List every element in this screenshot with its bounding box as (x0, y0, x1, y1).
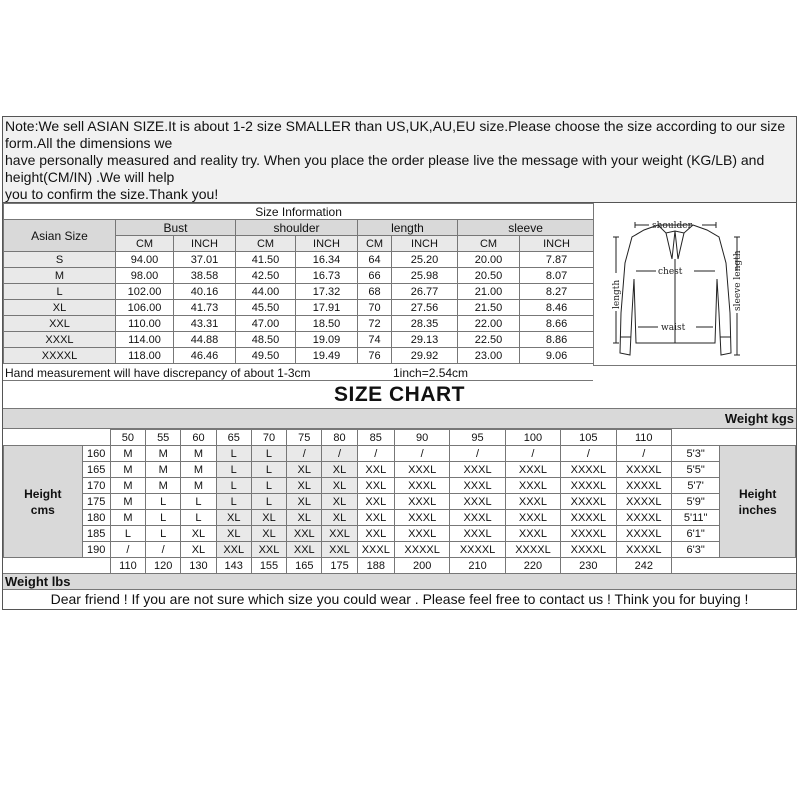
measurement-cell: 40.16 (174, 284, 236, 300)
size-recommendation-cell: M (181, 462, 216, 478)
unit-header: CM (358, 236, 392, 252)
kg-header-row (4, 430, 796, 446)
measurement-cell: 49.50 (236, 348, 296, 364)
size-recommendation-cell: XXL (357, 510, 394, 526)
size-recommendation-cell: M (110, 510, 145, 526)
size-label: S (4, 252, 116, 268)
sleeve-length-label: sleeve length (733, 250, 743, 311)
size-recommendation-cell: L (146, 526, 181, 542)
grid-corner (671, 430, 795, 446)
size-recommendation-cell: L (251, 478, 286, 494)
grid-corner (4, 558, 111, 574)
height-cm-value: 170 (82, 478, 110, 494)
lb-value: 220 (505, 558, 560, 574)
size-recommendation-cell: XXXL (394, 462, 449, 478)
size-recommendation-cell: XL (287, 478, 322, 494)
height-row (4, 494, 796, 510)
size-recommendation-cell: XL (216, 526, 251, 542)
group-header-shoulder: shoulder (236, 220, 358, 236)
measurement-cell: 72 (358, 316, 392, 332)
height-inch-value: 6'1" (671, 526, 719, 542)
size-recommendation-cell: XXXXL (616, 510, 671, 526)
size-recommendation-cell: L (110, 526, 145, 542)
discrepancy-text: Hand measurement will have discrepancy of about 1-3cm (5, 366, 311, 380)
size-recommendation-cell: L (216, 462, 251, 478)
height-cm-value: 165 (82, 462, 110, 478)
size-recommendation-cell: XXXXL (505, 542, 560, 558)
size-label: M (4, 268, 116, 284)
size-recommendation-cell: XL (287, 510, 322, 526)
size-recommendation-cell: XXL (322, 542, 357, 558)
lb-value: 110 (110, 558, 145, 574)
size-recommendation-cell: L (181, 510, 216, 526)
height-inch-value: 5'11" (671, 510, 719, 526)
size-recommendation-cell: M (146, 478, 181, 494)
size-row (4, 316, 594, 332)
measurement-cell: 21.50 (458, 300, 520, 316)
kg-value: 90 (394, 430, 449, 446)
note-line: Note:We sell ASIAN SIZE.It is about 1-2 size SMALLER than US,UK,AU,EU size.Please choose the size according to our size (5, 118, 786, 134)
weight-lbs-label: Weight lbs (3, 573, 796, 590)
size-row (4, 332, 594, 348)
size-row (4, 300, 594, 316)
size-recommendation-cell: XXL (357, 478, 394, 494)
measurement-cell: 8.66 (520, 316, 594, 332)
measurement-cell: 19.09 (296, 332, 358, 348)
size-recommendation-cell: XXXXL (616, 462, 671, 478)
lb-row (4, 558, 796, 574)
size-recommendation-cell: XXXL (394, 494, 449, 510)
measurement-cell: 110.00 (116, 316, 174, 332)
size-recommendation-cell: XL (322, 478, 357, 494)
size-recommendation-cell: XXL (322, 526, 357, 542)
unit-header: CM (116, 236, 174, 252)
measurement-cell: 74 (358, 332, 392, 348)
height-row (4, 462, 796, 478)
measurement-cell: 46.46 (174, 348, 236, 364)
lb-value: 230 (561, 558, 616, 574)
measurement-cell: 76 (358, 348, 392, 364)
kg-value: 70 (251, 430, 286, 446)
height-cms-text: Height cms (24, 486, 62, 517)
lb-value: 130 (181, 558, 216, 574)
size-information-table (3, 203, 594, 364)
size-recommendation-cell: M (181, 478, 216, 494)
size-recommendation-cell: / (561, 446, 616, 462)
height-row (4, 446, 796, 462)
size-recommendation-cell: XXXL (394, 478, 449, 494)
height-weight-grid (3, 429, 796, 574)
hand-measurement-note (3, 366, 593, 381)
weight-kgs-label: Weight kgs (3, 409, 796, 429)
size-recommendation-cell: XXXXL (561, 462, 616, 478)
size-recommendation-cell: / (322, 446, 357, 462)
measurement-cell: 44.00 (236, 284, 296, 300)
size-recommendation-cell: XL (181, 526, 216, 542)
measurement-cell: 28.35 (392, 316, 458, 332)
size-chart-title: SIZE CHART (3, 381, 796, 409)
measurement-cell: 43.31 (174, 316, 236, 332)
size-recommendation-cell: XXXL (505, 526, 560, 542)
height-cm-value: 175 (82, 494, 110, 510)
kg-value: 80 (322, 430, 357, 446)
size-recommendation-cell: XXL (357, 462, 394, 478)
kg-value: 50 (110, 430, 145, 446)
measurement-cell: 7.87 (520, 252, 594, 268)
size-chart-sheet (2, 116, 797, 610)
size-recommendation-cell: XXXL (505, 462, 560, 478)
height-inch-value: 5'9" (671, 494, 719, 510)
height-cm-value: 160 (82, 446, 110, 462)
size-recommendation-cell: XXXXL (616, 526, 671, 542)
height-row (4, 542, 796, 558)
size-recommendation-cell: XXXL (505, 478, 560, 494)
size-recommendation-cell: XXXXL (450, 542, 505, 558)
size-recommendation-cell: XXXL (357, 542, 394, 558)
unit-header: INCH (296, 236, 358, 252)
measurement-cell: 23.00 (458, 348, 520, 364)
measurement-cell: 16.34 (296, 252, 358, 268)
note-line: have personally measured and reality try. When you place the order please live the message with your weight (KG/LB) and (5, 152, 765, 168)
measurement-cell: 29.92 (392, 348, 458, 364)
size-row (4, 268, 594, 284)
measurement-cell: 20.00 (458, 252, 520, 268)
chest-label: chest (658, 267, 683, 277)
kg-value: 105 (561, 430, 616, 446)
lb-value: 165 (287, 558, 322, 574)
size-recommendation-cell: XXXL (450, 478, 505, 494)
height-inch-value: 5'3" (671, 446, 719, 462)
size-recommendation-cell: L (146, 494, 181, 510)
size-recommendation-cell: XL (322, 510, 357, 526)
measurement-cell: 45.50 (236, 300, 296, 316)
size-recommendation-cell: XXL (357, 494, 394, 510)
size-recommendation-cell: L (216, 446, 251, 462)
size-label: XXL (4, 316, 116, 332)
height-inch-value: 5'5" (671, 462, 719, 478)
size-recommendation-cell: L (251, 446, 286, 462)
length-label: length (612, 279, 622, 309)
size-recommendation-cell: M (181, 446, 216, 462)
measurement-cell: 118.00 (116, 348, 174, 364)
measurement-cell: 47.00 (236, 316, 296, 332)
group-header-sleeve: sleeve (458, 220, 594, 236)
measurement-cell: 16.73 (296, 268, 358, 284)
unit-header: CM (236, 236, 296, 252)
measurement-cell: 25.98 (392, 268, 458, 284)
size-recommendation-cell: XL (181, 542, 216, 558)
lb-value: 210 (450, 558, 505, 574)
size-recommendation-cell: XXXL (450, 494, 505, 510)
measurement-cell: 102.00 (116, 284, 174, 300)
note-line: form.All the dimensions we (5, 135, 173, 151)
shirt-icon (594, 203, 797, 366)
measurement-cell: 94.00 (116, 252, 174, 268)
measurement-cell: 42.50 (236, 268, 296, 284)
size-recommendation-cell: XXXXL (561, 478, 616, 494)
shirt-diagram (593, 203, 796, 366)
size-recommendation-cell: L (216, 494, 251, 510)
note-block (3, 117, 796, 203)
height-row (4, 478, 796, 494)
size-recommendation-cell: / (394, 446, 449, 462)
height-inches-text: Height inches (738, 486, 777, 517)
measurement-cell: 41.73 (174, 300, 236, 316)
size-recommendation-cell: / (287, 446, 322, 462)
measurement-cell: 48.50 (236, 332, 296, 348)
height-cm-value: 190 (82, 542, 110, 558)
size-recommendation-cell: XL (322, 462, 357, 478)
size-recommendation-cell: XXXXL (616, 478, 671, 494)
measurement-cell: 29.13 (392, 332, 458, 348)
note-line: height(CM/IN) .We will help (5, 169, 175, 185)
size-recommendation-cell: XXXXL (394, 542, 449, 558)
kg-value: 65 (216, 430, 251, 446)
size-recommendation-cell: XXXXL (616, 542, 671, 558)
measurement-cell: 38.58 (174, 268, 236, 284)
size-recommendation-cell: / (110, 542, 145, 558)
measurement-cell: 98.00 (116, 268, 174, 284)
size-recommendation-cell: XXXL (505, 510, 560, 526)
size-recommendation-cell: XXL (287, 542, 322, 558)
measurement-cell: 18.50 (296, 316, 358, 332)
measurement-cell: 66 (358, 268, 392, 284)
measurement-cell: 114.00 (116, 332, 174, 348)
measurement-cell: 25.20 (392, 252, 458, 268)
size-recommendation-cell: XL (251, 510, 286, 526)
size-label: XL (4, 300, 116, 316)
size-recommendation-cell: XXXL (450, 510, 505, 526)
measurement-cell: 70 (358, 300, 392, 316)
measurement-cell: 17.91 (296, 300, 358, 316)
height-cm-value: 185 (82, 526, 110, 542)
size-info-title: Size Information (4, 204, 594, 220)
shoulder-label: shoulder (652, 221, 692, 231)
measurement-cell: 8.27 (520, 284, 594, 300)
grid-corner (671, 558, 795, 574)
measurement-cell: 37.01 (174, 252, 236, 268)
size-recommendation-cell: XL (322, 494, 357, 510)
measurement-cell: 22.50 (458, 332, 520, 348)
size-recommendation-cell: XXXXL (616, 494, 671, 510)
height-inch-value: 5'7' (671, 478, 719, 494)
group-header-length: length (358, 220, 458, 236)
measurement-cell: 9.06 (520, 348, 594, 364)
size-recommendation-cell: / (357, 446, 394, 462)
measurement-cell: 8.86 (520, 332, 594, 348)
lb-value: 200 (394, 558, 449, 574)
size-recommendation-cell: XXXXL (561, 526, 616, 542)
measurement-cell: 41.50 (236, 252, 296, 268)
size-recommendation-cell: / (146, 542, 181, 558)
measurement-cell: 26.77 (392, 284, 458, 300)
measurement-cell: 20.50 (458, 268, 520, 284)
kg-value: 110 (616, 430, 671, 446)
measurement-cell: 68 (358, 284, 392, 300)
size-label: XXXXL (4, 348, 116, 364)
lb-value: 155 (251, 558, 286, 574)
measurement-cell: 64 (358, 252, 392, 268)
footer-message: Dear friend ! If you are not sure which size you could wear . Please feel free to contact us ! Think you for buying ! (50, 591, 749, 607)
group-header-bust: Bust (116, 220, 236, 236)
height-cms-header (4, 446, 83, 558)
unit-header: INCH (520, 236, 594, 252)
size-row (4, 348, 594, 364)
size-recommendation-cell: / (505, 446, 560, 462)
size-recommendation-cell: M (146, 462, 181, 478)
size-label: XXXL (4, 332, 116, 348)
unit-header: INCH (174, 236, 236, 252)
lb-value: 175 (322, 558, 357, 574)
kg-value: 75 (287, 430, 322, 446)
measurement-cell: 17.32 (296, 284, 358, 300)
size-recommendation-cell: L (146, 510, 181, 526)
size-recommendation-cell: XXL (357, 526, 394, 542)
inch-conversion-text: 1inch=2.54cm (393, 366, 469, 380)
size-recommendation-cell: XXL (287, 526, 322, 542)
kg-value: 60 (181, 430, 216, 446)
height-row (4, 510, 796, 526)
grid-corner (4, 430, 111, 446)
size-recommendation-cell: XXXL (450, 462, 505, 478)
size-recommendation-cell: XXXXL (561, 494, 616, 510)
measurement-cell: 8.46 (520, 300, 594, 316)
kg-value: 85 (357, 430, 394, 446)
size-recommendation-cell: L (181, 494, 216, 510)
size-recommendation-cell: XL (287, 462, 322, 478)
size-recommendation-cell: XXXXL (561, 542, 616, 558)
measurement-cell: 44.88 (174, 332, 236, 348)
size-row (4, 252, 594, 268)
measurement-cell: 19.49 (296, 348, 358, 364)
height-row (4, 526, 796, 542)
kg-value: 100 (505, 430, 560, 446)
size-recommendation-cell: XL (216, 510, 251, 526)
lb-value: 188 (357, 558, 394, 574)
size-recommendation-cell: M (110, 446, 145, 462)
size-row (4, 284, 594, 300)
unit-header: CM (458, 236, 520, 252)
size-recommendation-cell: XXXL (394, 510, 449, 526)
size-recommendation-cell: M (110, 462, 145, 478)
waist-label: waist (661, 323, 686, 333)
lb-value: 242 (616, 558, 671, 574)
measurement-cell: 22.00 (458, 316, 520, 332)
height-cm-value: 180 (82, 510, 110, 526)
note-line: you to confirm the size.Thank you! (5, 186, 219, 202)
size-recommendation-cell: XXXL (450, 526, 505, 542)
unit-header: INCH (392, 236, 458, 252)
kg-value: 95 (450, 430, 505, 446)
size-recommendation-cell: XXXL (394, 526, 449, 542)
measurement-cell: 21.00 (458, 284, 520, 300)
size-recommendation-cell: XXL (251, 542, 286, 558)
asian-size-header: Asian Size (4, 220, 116, 252)
height-inch-value: 6'3" (671, 542, 719, 558)
size-recommendation-cell: / (616, 446, 671, 462)
size-recommendation-cell: XXL (216, 542, 251, 558)
measurement-cell: 106.00 (116, 300, 174, 316)
size-recommendation-cell: XL (251, 526, 286, 542)
measurement-cell: 8.07 (520, 268, 594, 284)
size-recommendation-cell: L (251, 494, 286, 510)
size-recommendation-cell: XXXXL (561, 510, 616, 526)
size-recommendation-cell: M (110, 478, 145, 494)
size-recommendation-cell: XXXL (505, 494, 560, 510)
size-recommendation-cell: / (450, 446, 505, 462)
size-recommendation-cell: L (216, 478, 251, 494)
size-label: L (4, 284, 116, 300)
size-recommendation-cell: L (251, 462, 286, 478)
size-recommendation-cell: M (110, 494, 145, 510)
size-recommendation-cell: M (146, 446, 181, 462)
measurement-cell: 27.56 (392, 300, 458, 316)
height-inches-header (720, 446, 796, 558)
lb-value: 143 (216, 558, 251, 574)
kg-value: 55 (146, 430, 181, 446)
lb-value: 120 (146, 558, 181, 574)
size-recommendation-cell: XL (287, 494, 322, 510)
